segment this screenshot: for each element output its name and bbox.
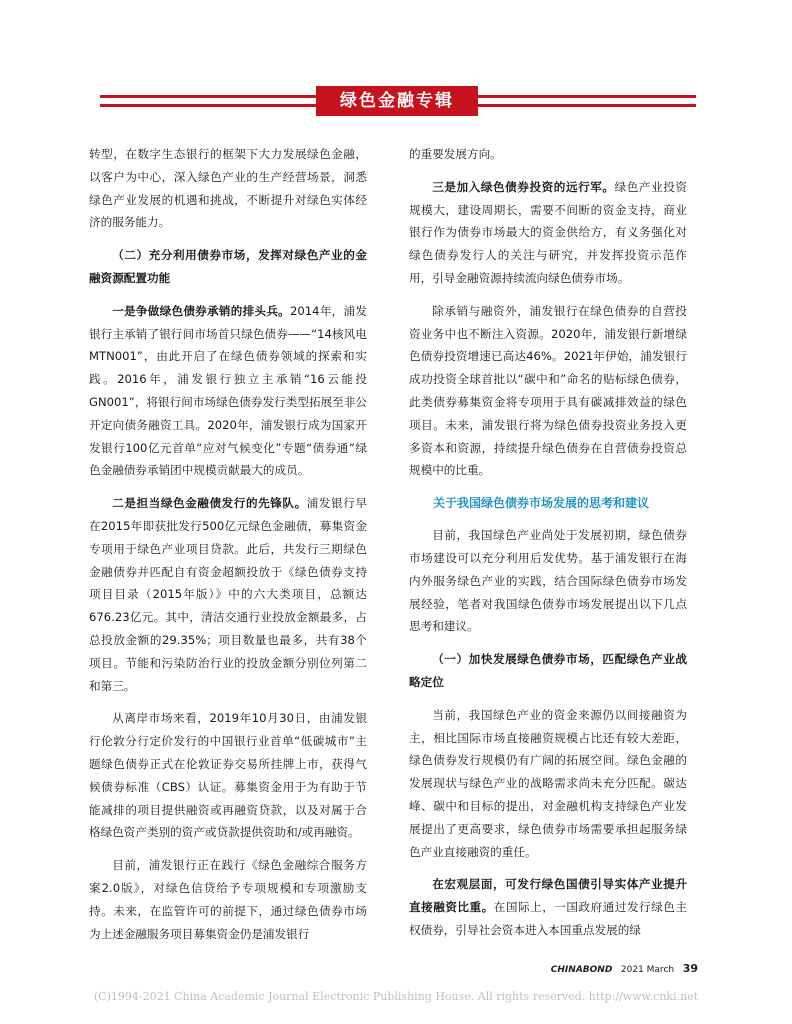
body-text: 转型，在数字生态银行的框架下大力发展绿色金融，以客户为中心，深入绿色产业的生产经营场景，洞悉绿色产业发展的机遇和挑战，不断提升对绿色实体经济的服务能力。 (89, 147, 367, 230)
paragraph (409, 143, 687, 166)
paragraph (409, 524, 687, 638)
body-text: 除承销与融资外，浦发银行在绿色债券的自营投资业务中也不断注入资源。2020年，浦发银行新增绿色债券投资增速已高达46%。2021年伊始，浦发银行成功投资全球首批以“碳中和”命名的贴标绿色债券，此类债券募集资金将专项用于具有碳减排效益的绿色项目。未来，浦发银行将为绿色债券投资业务投入更多资本和资源，持续提升绿色债券在自营债券投资总规模中的比重。 (409, 303, 687, 478)
right-column (409, 143, 687, 952)
body-text: 从离岸市场来看，2019年10月30日，由浦发银行伦敦分行定价发行的中国银行业首单“低碳城市”主题绿色债券正式在伦敦证券交易所挂牌上市，获得气候债券标准（CBS）认证。募集资金用于为有助于节能减排的项目提供融资或再融资贷款，以及对属于合格绿色资产类别的资产或贷款提供资助和/或再融资。 (89, 711, 367, 840)
footer-date: 2021 March (620, 965, 675, 975)
body-text: 在国际上，一国政府通过发行绿色主权债券，引导社会资本进入本国重点发展的绿 (409, 900, 687, 937)
paragraph (409, 873, 687, 941)
paragraph (89, 707, 367, 844)
body-text: 2014年，浦发银行主承销了银行间市场首只绿色债券——“14核风电MTN001”，由此开启了在绿色债券领域的探索和实践。2016年，浦发银行独立主承销“16云能投GN001”，将银行间市场绿色债券发行类型拓展至非公开定向债务融资工具。2020年，浦发银行成为国家开发银行100亿元首单“应对气候变化”专题“债券通”绿色金融债券承销团中规模贡献最大的成员。 (89, 303, 367, 478)
bold-lead-text: 一是争做绿色债券承销的排头兵。 (112, 303, 291, 318)
body-text: 目前，浦发银行正在践行《绿色金融综合服务方案2.0版》，对绿色信贷给予专项规模和专项激励支持。未来，在监管许可的前提下，通过绿色债券市场为上述金融服务项目募集资金仍是浦发银行 (89, 858, 367, 941)
paragraph (89, 143, 367, 234)
paragraph (409, 300, 687, 482)
paragraph (409, 176, 687, 290)
left-column (89, 143, 367, 955)
section-heading (409, 492, 687, 514)
bold-lead-text: 二是担当绿色金融债发行的先锋队。 (112, 496, 307, 511)
paragraph (89, 492, 367, 697)
body-text: 关于我国绿色债券市场发展的思考和建议 (433, 496, 650, 511)
body-text: 目前，我国绿色产业尚处于发展初期，绿色债券市场建设可以充分利用后发优势。基于浦发银行在海内外服务绿色产业的实践，结合国际绿色债券市场发展经验，笔者对我国绿色债券市场发展提出以下几点思考和建议。 (409, 528, 687, 634)
bold-lead-text: （二）充分利用债券市场，发挥对绿色产业的金融资源配置功能 (89, 248, 367, 285)
paragraph (409, 704, 687, 864)
body-text: 绿色产业投资规模大，建设周期长，需要不间断的资金支持，商业银行作为债券市场最大的资金供给方，有义务强化对绿色债券发行人的关注与研究，并发挥投资示范作用，引导金融资源持续流向绿色债券市场。 (409, 179, 687, 285)
paragraph (89, 300, 367, 482)
footer-brand: CHINABOND (550, 965, 613, 975)
body-text: 当前，我国绿色产业的资金来源仍以间接融资为主，相比国际市场直接融资规模占比还有较大差距，绿色债券发行规模仍有广阔的拓展空间。绿色金融的发展现状与绿色产业的战略需求尚未充分匹配。碳达峰、碳中和目标的提出，对金融机构支持绿色产业发展提出了更高要求，绿色债券市场需要承担起服务绿色产业直接融资的重任。 (409, 707, 687, 859)
page-number: 39 (682, 962, 698, 975)
paragraph (89, 244, 367, 290)
section-title: 绿色金融专辑 (316, 86, 478, 116)
copyright-watermark: (C)1994-2021 China Academic Journal Electronic Publishing House. All rights reserved. http://www.cnki.net (93, 990, 699, 1003)
page-footer (551, 962, 698, 975)
paragraph (89, 854, 367, 945)
paragraph (409, 648, 687, 694)
bold-lead-text: 在宏观层面，可发行绿色国债引导实体产业提升直接融资比重。 (409, 877, 687, 915)
bold-lead-text: （一）加快发展绿色债券市场，匹配绿色产业战略定位 (409, 652, 687, 689)
body-text: 浦发银行早在2015年即获批发行500亿元绿色金融债，募集资金专项用于绿色产业项目贷款。此后，共发行三期绿色金融债券并匹配自有资金超额投放于《绿色债券支持项目目录（2015年版）》中的六大类项目，总额达676.23亿元。其中，清洁交通行业投放金额最多，占总投放金额的29.35%；项目数量也最多，共有38个项目。节能和污染防治行业的投放金额分别位列第二和第三。 (89, 496, 367, 693)
body-text: 的重要发展方向。 (409, 147, 502, 161)
bold-lead-text: 三是加入绿色债券投资的远行军。 (432, 179, 615, 194)
